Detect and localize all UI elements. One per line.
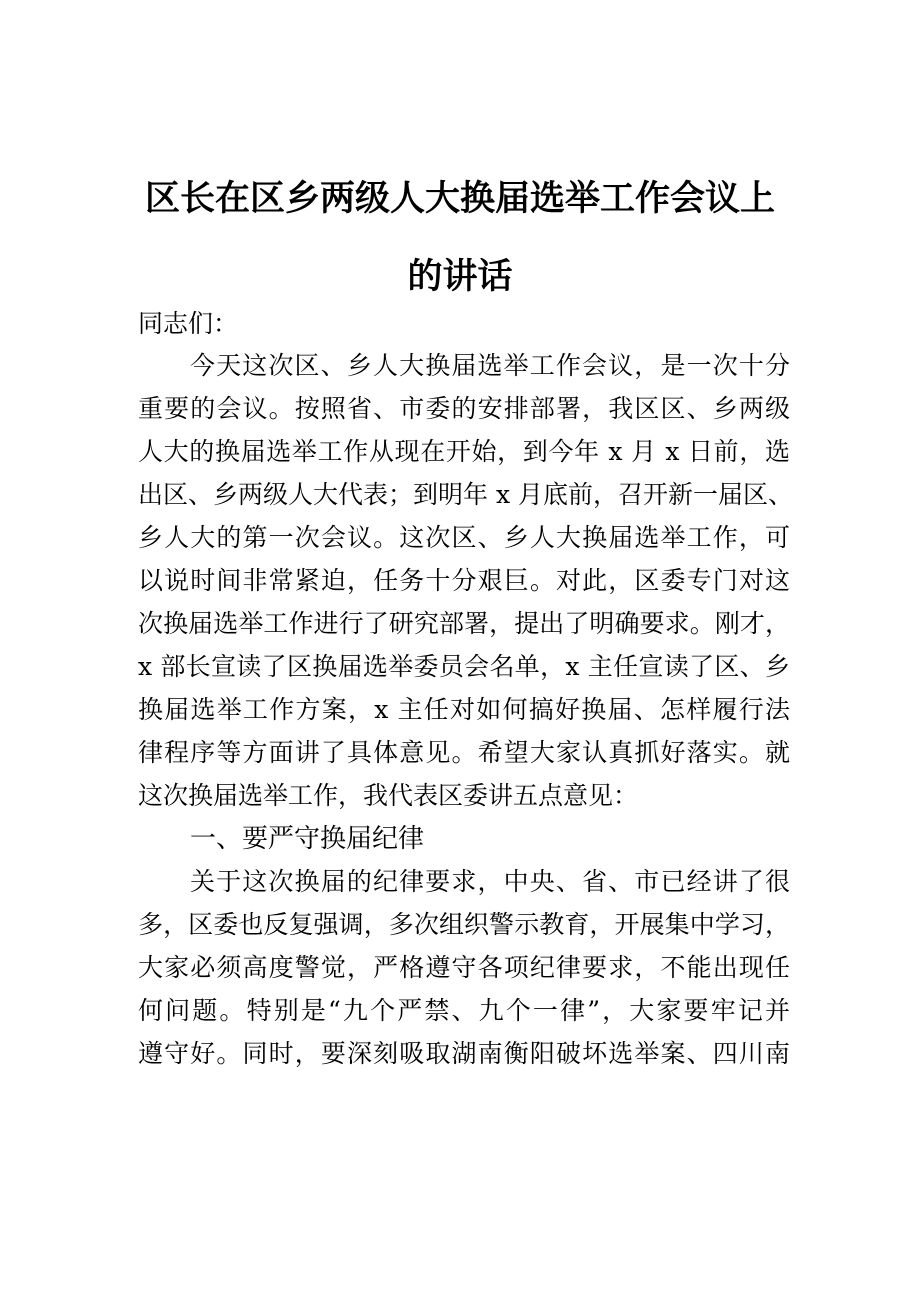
paragraph-line: 律程序等方面讲了具体意见。希望大家认真抓好落实。就	[138, 738, 790, 767]
paragraph-line: 次换届选举工作进行了研究部署，提出了明确要求。刚才，	[138, 609, 790, 638]
paragraph-line: 乡人大的第一次会议。这次区、乡人大换届选举工作，可	[138, 523, 790, 552]
paragraph-line: 关于这次换届的纪律要求，中央、省、市已经讲了很	[190, 867, 790, 896]
paragraph-line: 大家必须高度警觉，严格遵守各项纪律要求，不能出现任	[138, 953, 790, 982]
salutation: 同志们：	[138, 309, 239, 338]
paragraph-line: 这次换届选举工作，我代表区委讲五点意见：	[138, 781, 639, 810]
paragraph-line: 重要的会议。按照省、市委的安排部署，我区区、乡两级	[138, 394, 790, 423]
paragraph-line: x 部长宣读了区换届选举委员会名单，x 主任宣读了区、乡	[138, 652, 790, 681]
document-title-continued: 的讲话	[407, 257, 513, 297]
paragraph-line: 出区、乡两级人大代表；到明年 x 月底前，召开新一届区、	[138, 480, 793, 509]
paragraph-line: 以说时间非常紧迫，任务十分艰巨。对此，区委专门对这	[138, 566, 790, 595]
paragraph-line: 遵守好。同时，要深刻吸取湖南衡阳破坏选举案、四川南	[138, 1039, 790, 1068]
paragraph-line: 人大的换届选举工作从现在开始，到今年 x 月 x 日前，选	[138, 437, 790, 466]
document-title: 区长在区乡两级人大换届选举工作会议上	[144, 179, 775, 219]
section-heading: 一、要严守换届纪律	[190, 824, 425, 854]
paragraph-line: 换届选举工作方案，x 主任对如何搞好换届、怎样履行法	[138, 695, 790, 724]
paragraph-line: 何问题。特别是“九个严禁、九个一律”，大家要牢记并	[138, 996, 790, 1025]
paragraph-line: 多，区委也反复强调，多次组织警示教育，开展集中学习，	[138, 910, 790, 939]
paragraph-line: 今天这次区、乡人大换届选举工作会议，是一次十分	[190, 351, 790, 380]
